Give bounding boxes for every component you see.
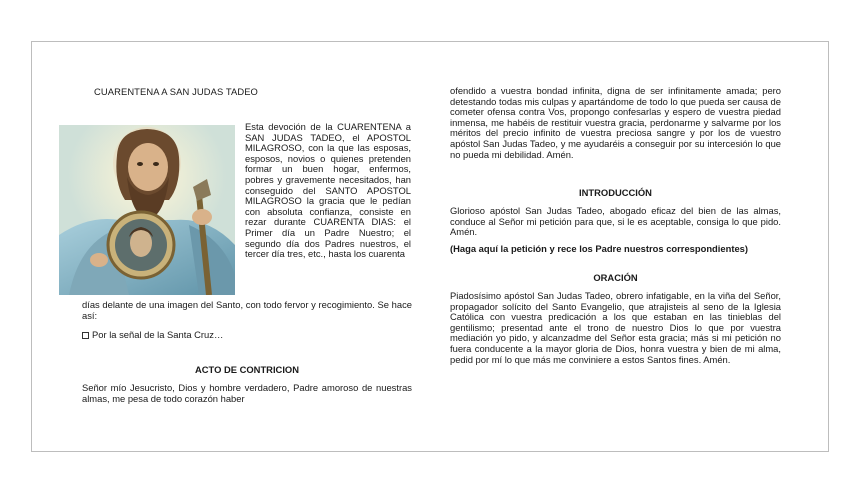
saint-image <box>59 125 235 295</box>
document-title: CUARENTENA A SAN JUDAS TADEO <box>94 86 258 97</box>
intro-paragraph: Esta devoción de la CUARENTENA a SAN JUDAS TADEO, el APOSTOL MILAGROSO, con la que las esposas, esposos, novios o quienes pretenden formar un buen hogar, enfermos, pobres y gravemente necesitados, han conseguido del SANTO APOSTOL MILAGROSO la gracia que le pedían con absoluta confianza, consiste en rezar durante CUARENTA DIAS: el Primer día un Padre Nuestro; el segundo día dos Padres nuestros, el tercer día tres, etc., hasta los cuarenta <box>245 121 411 260</box>
acto-heading: ACTO DE CONTRICION <box>195 364 299 375</box>
checkbox-square-icon <box>82 332 89 339</box>
bullet-text: Por la señal de la Santa Cruz… <box>92 329 224 340</box>
saint-jude-illustration <box>59 125 235 295</box>
bullet-item <box>82 330 412 341</box>
peticion-note: (Haga aquí la petición y rece los Padre nuestros correspondientes) <box>450 243 749 254</box>
introduccion-heading: INTRODUCCIÓN <box>579 187 652 198</box>
intro-paragraph-continued: días delante de una imagen del Santo, con todo fervor y recogimiento. Se hace así: <box>82 299 412 321</box>
document-page <box>31 41 829 452</box>
acto-paragraph: Señor mío Jesucristo, Dios y hombre verdadero, Padre amoroso de nuestras almas, me pesa de todo corazón haber <box>82 382 412 404</box>
oracion-heading: ORACIÓN <box>593 272 638 283</box>
oracion-paragraph: Piadosísimo apóstol San Judas Tadeo, obrero infatigable, en la viña del Señor, propagador solícito del Santo Evangelio, que atrajisteis al seno de la Iglesia Católica con vuestra predicación a los que estaban en las tinieblas del gentilismo; presentad ante el trono de nuestro Dios lo que por vuestra mediación yo pido, y alcanzadme del Señor esta gracia; más si mi petición no fuera conducente a la mayor gloria de Dios, honra vuestra y bien de mi alma, pedid por mí lo que más me conviniere a estos Santos fines. Amén. <box>450 290 781 365</box>
introduccion-paragraph: Glorioso apóstol San Judas Tadeo, abogado eficaz del bien de las almas, conduce al Señor mi petición para que, si le es aceptable, consiga lo que pido. Amén. <box>450 205 781 238</box>
acto-paragraph-continued: ofendido a vuestra bondad infinita, digna de ser infinitamente amada; pero detestando todas mis culpas y apartándome de todo lo que pueda ser causa de cometer ofensa contra Vos, propongo confesarlas y espero de vuestra piedad inmensa, me habéis de restituir vuestra gracia, perdonarme y salvarme por los méritos del precio infinito de vuestra preciosa sangre y por los de vuestro apóstol San Judas Tadeo, y me ayudaréis a conseguir por su intercesión lo que no pueda mi debilidad. Amén. <box>450 85 781 160</box>
